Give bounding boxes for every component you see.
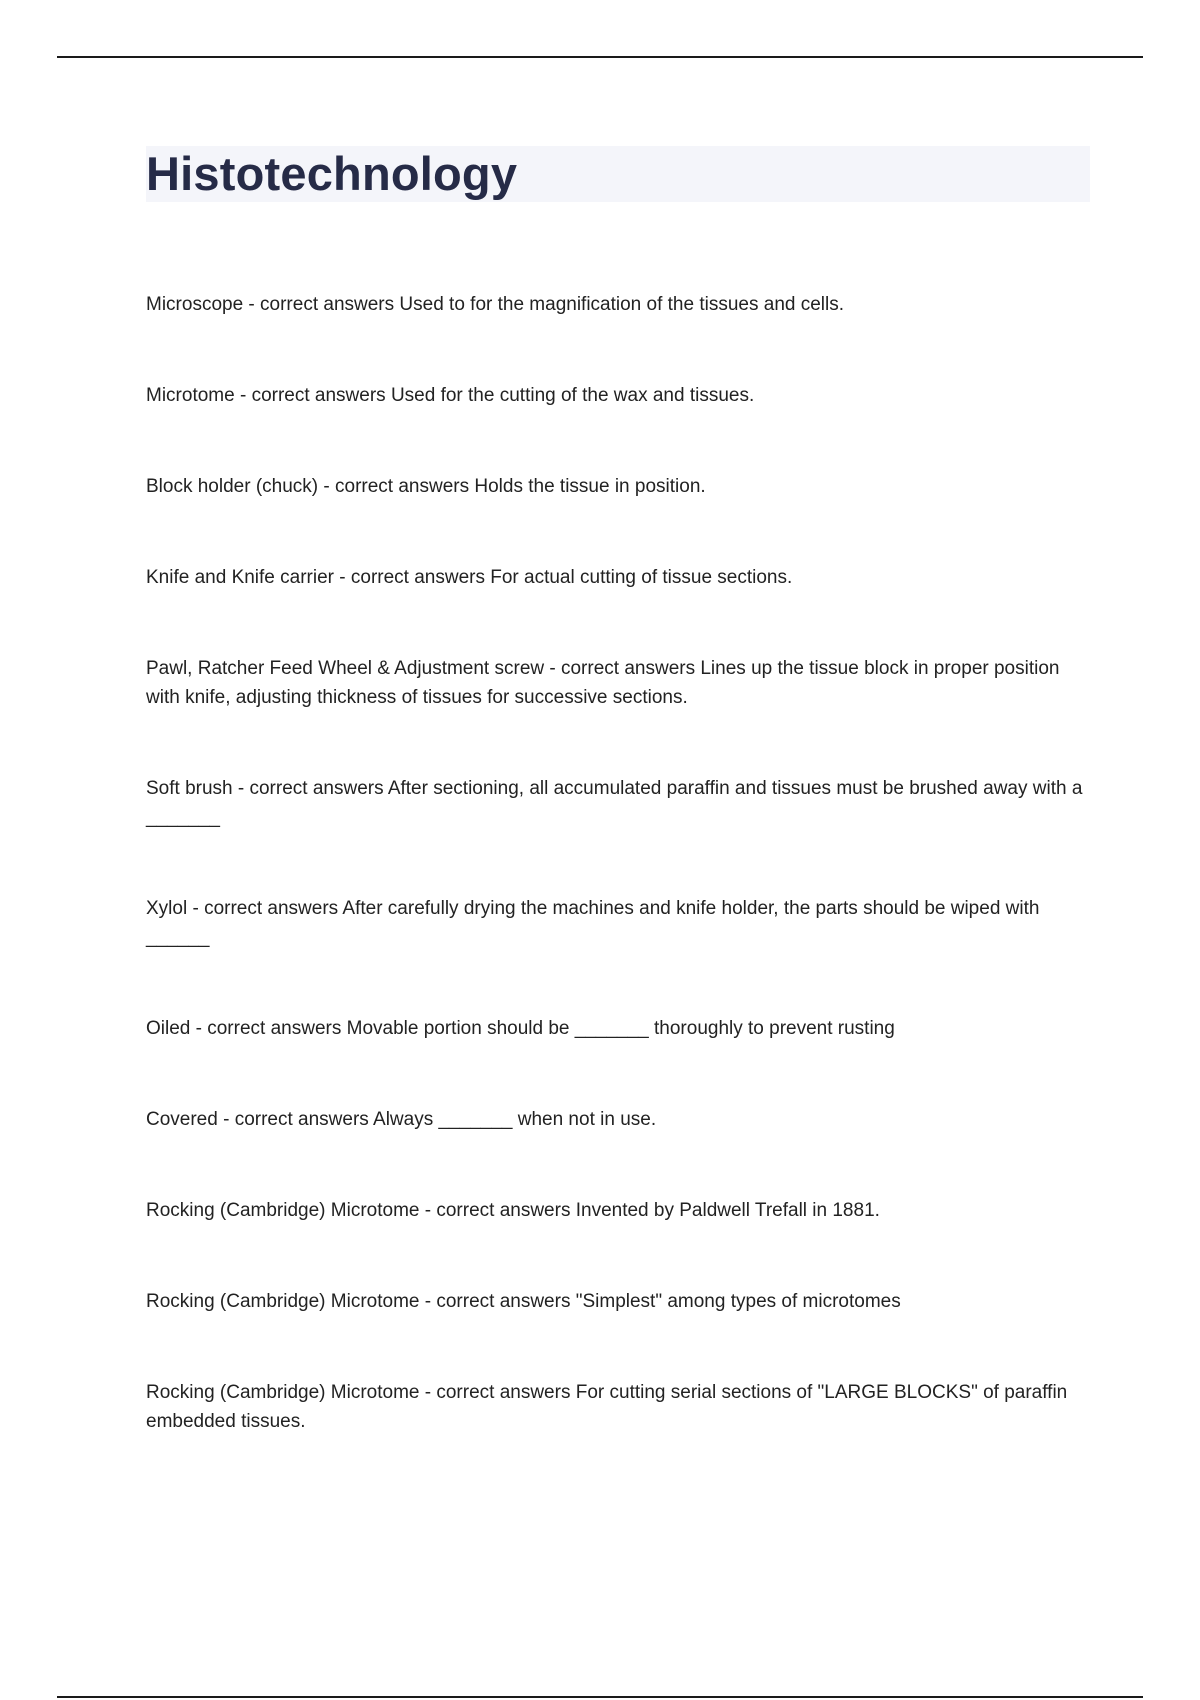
qa-item-soft-brush: Soft brush - correct answers After sectioning, all accumulated paraffin and tissues must be brushed away with a _______	[146, 778, 1083, 828]
qa-item-pawl-feed-wheel: Pawl, Ratcher Feed Wheel & Adjustment screw - correct answers Lines up the tissue block in proper position with knife, adjusting thickness of tissues for successive sections.	[146, 658, 1060, 708]
qa-item-block-holder: Block holder (chuck) - correct answers Holds the tissue in position.	[146, 476, 706, 497]
qa-list	[146, 290, 1096, 1436]
qa-item-covered: Covered - correct answers Always _______ when not in use.	[146, 1109, 657, 1130]
footer-rule	[57, 1696, 1143, 1698]
qa-item-microtome: Microtome - correct answers Used for the cutting of the wax and tissues.	[146, 385, 755, 406]
qa-item-rocking-large-blocks: Rocking (Cambridge) Microtome - correct answers For cutting serial sections of "LARGE BLOCKS" of paraffin embedded tissues.	[146, 1382, 1068, 1432]
header-rule	[57, 56, 1143, 58]
qa-item-knife-carrier: Knife and Knife carrier - correct answers For actual cutting of tissue sections.	[146, 567, 793, 588]
page-title: Histotechnology	[146, 147, 518, 200]
qa-item-rocking-simplest: Rocking (Cambridge) Microtome - correct answers "Simplest" among types of microtomes	[146, 1291, 901, 1312]
qa-item-microscope: Microscope - correct answers Used to for the magnification of the tissues and cells.	[146, 294, 845, 315]
qa-item-oiled: Oiled - correct answers Movable portion should be _______ thoroughly to prevent rusting	[146, 1018, 895, 1039]
qa-item-xylol: Xylol - correct answers After carefully drying the machines and knife holder, the parts should be wiped with ______	[146, 898, 1040, 948]
qa-item-rocking-inventor: Rocking (Cambridge) Microtome - correct answers Invented by Paldwell Trefall in 1881.	[146, 1200, 880, 1221]
